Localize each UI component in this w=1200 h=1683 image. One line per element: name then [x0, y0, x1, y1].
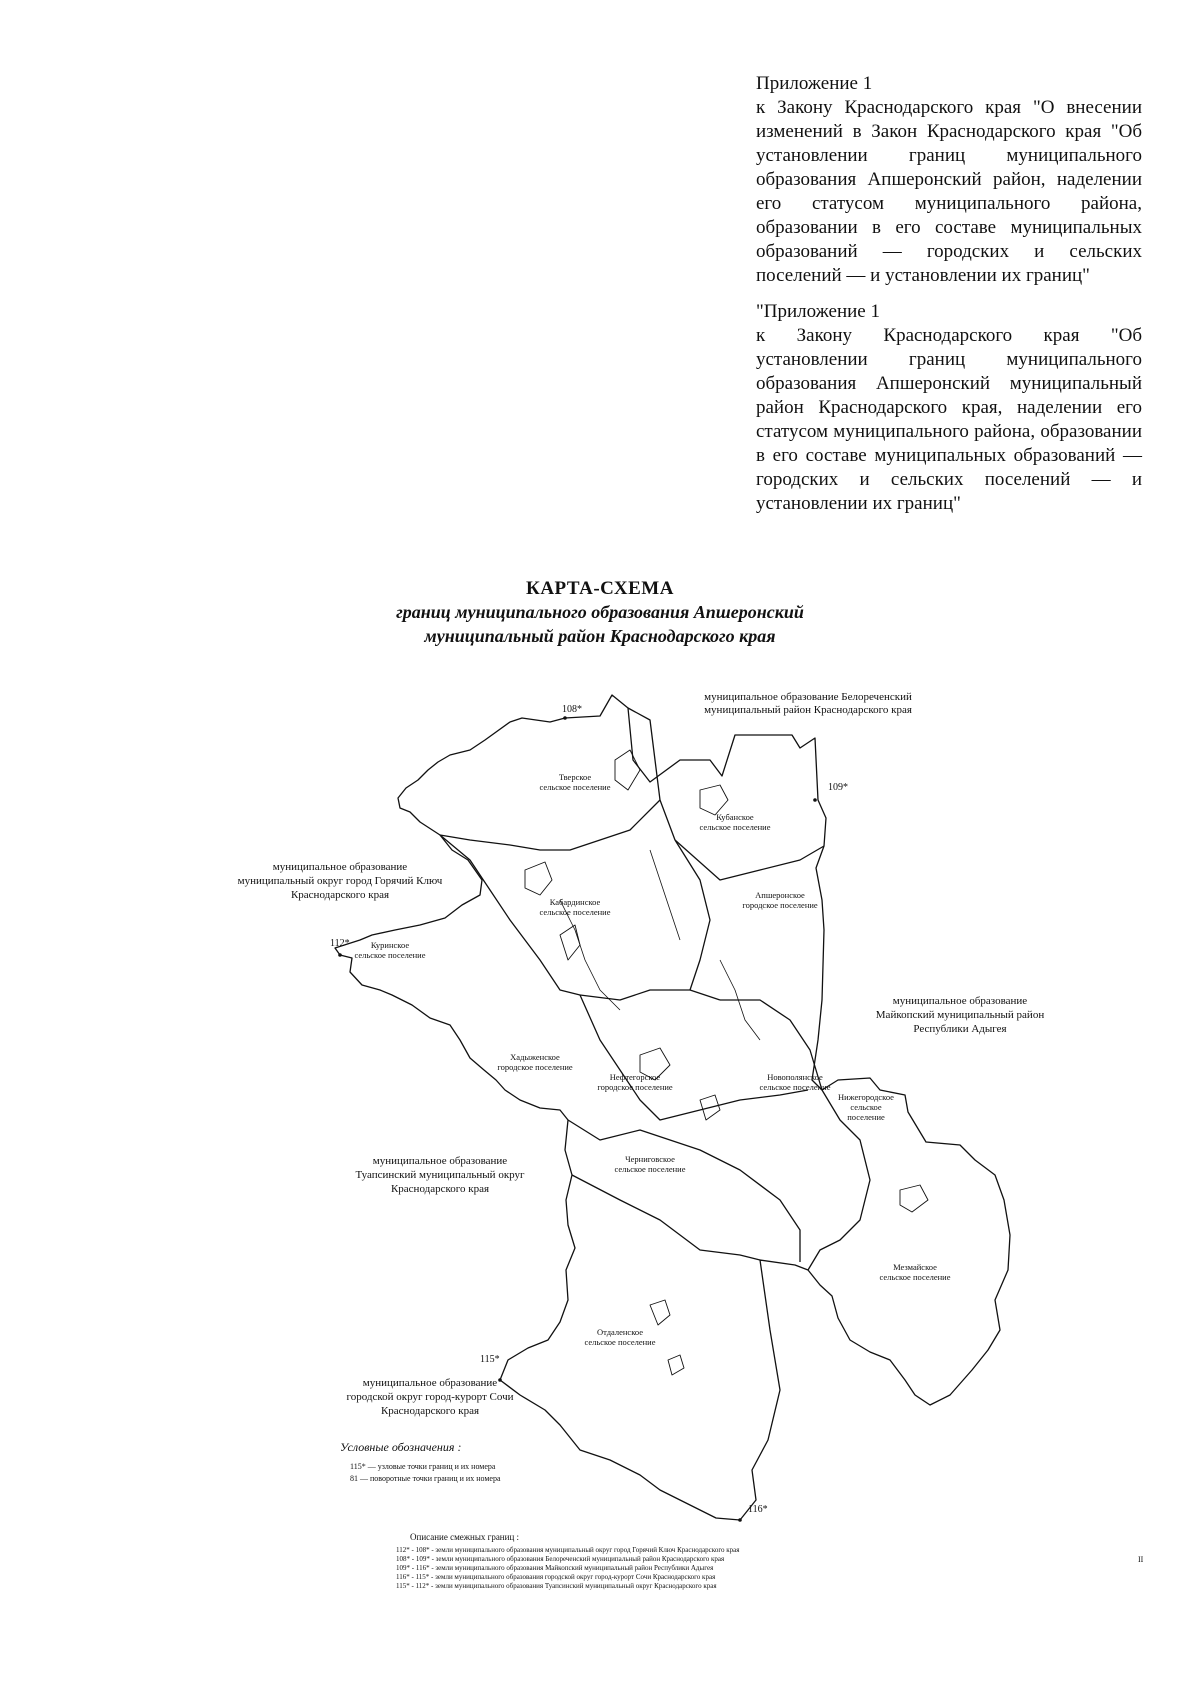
- settlement-khadyzhenskoe-name: Хадыженское: [510, 1052, 560, 1062]
- annex-2-heading: "Приложение 1: [756, 301, 880, 322]
- neighbor-tuapsinsky-line-3: Краснодарского края: [390, 1183, 490, 1195]
- settlement-nizhegorodskoe-type-1: сельское: [850, 1102, 882, 1112]
- neighbor-goryachy-klyuch-line-1: муниципальное образование: [272, 861, 408, 873]
- river-line: [650, 850, 680, 940]
- settlement-outline: [700, 785, 728, 815]
- nodal-point-marker: [738, 1518, 742, 1522]
- neighbor-sochi-line-3: Краснодарского края: [380, 1405, 480, 1417]
- boundary-description-row: 112* - 108* - земли муниципального образования муниципальный округ город Горячий Ключ Краснодарского края: [396, 1546, 740, 1554]
- map-subtitle-line-2: муниципальный район Краснодарского края: [424, 626, 776, 646]
- nodal-point-marker: [338, 953, 342, 957]
- legend-text: — поворотные точки границ и их номера: [360, 1474, 501, 1483]
- legend-mark: 81: [350, 1474, 358, 1483]
- neighbor-goryachy-klyuch-line-3: Краснодарского края: [290, 889, 390, 901]
- settlement-kubanskoe-type: сельское поселение: [699, 822, 771, 832]
- legend-mark: 115*: [350, 1462, 366, 1471]
- boundary-kabardinskoe-apsheronskoe: [675, 840, 710, 990]
- boundary-description-row: 116* - 115* - земли муниципального образования городской округ город-курорт Сочи Краснодарского края: [396, 1573, 716, 1581]
- neighbor-belorechensky-line-2: муниципальный район Краснодарского края: [704, 704, 912, 716]
- neighbor-maykopsky-line-3: Республики Адыгея: [913, 1023, 1007, 1035]
- nodal-point-112: 112*: [330, 938, 350, 949]
- nodal-point-109: 109*: [828, 782, 848, 793]
- settlement-apsheronskoe-type: городское поселение: [742, 900, 818, 910]
- boundary-neftegorskoe: [580, 995, 808, 1120]
- neighbor-sochi-line-2: городской округ город-курорт Сочи: [346, 1391, 514, 1403]
- settlement-outline: [668, 1355, 684, 1375]
- map-subtitle-line-1: границ муниципального образования Апшеронский: [396, 602, 804, 622]
- annex-1-heading: Приложение 1: [756, 73, 873, 94]
- settlement-novopokrovskoe-type: сельское поселение: [759, 1082, 831, 1092]
- boundary-chernigovskoe-south: [572, 1175, 760, 1260]
- nodal-point-marker: [563, 716, 567, 720]
- nodal-point-116: 116*: [748, 1504, 768, 1515]
- neighbor-maykopsky-line-1: муниципальное образование: [892, 995, 1028, 1007]
- page-mark: II: [1138, 1555, 1144, 1564]
- map-title: КАРТА-СХЕМА: [526, 578, 674, 599]
- settlement-outline: [560, 925, 580, 960]
- boundary-tverskoe-kabardinskoe: [440, 800, 660, 850]
- settlement-otdalyonnoe-name: Отдаленское: [596, 1327, 644, 1337]
- settlement-kurinskoe-name: Куринское: [370, 940, 410, 950]
- settlement-neftegorskoe-type: городское поселение: [597, 1082, 673, 1092]
- neighbor-goryachy-klyuch-line-2: муниципальный округ город Горячий Ключ: [237, 875, 443, 887]
- legend-item-turning: [350, 1474, 501, 1483]
- settlement-mezmayskoe-name: Мезмайское: [893, 1262, 937, 1272]
- boundary-description-row: 115* - 112* - земли муниципального образования Туапсинский муниципальный округ Краснодарского края: [396, 1582, 717, 1590]
- boundary-tverskoe-kubanskoe: [628, 708, 675, 840]
- settlement-khadyzhenskoe-type: городское поселение: [497, 1062, 573, 1072]
- neighbor-belorechensky-line-1: муниципальное образование Белореченский: [704, 691, 912, 703]
- nodal-point-marker: [813, 798, 817, 802]
- nodal-point-108: 108*: [562, 704, 582, 715]
- neighbor-tuapsinsky-line-1: муниципальное образование: [372, 1155, 508, 1167]
- settlement-chernigovskoe-name: Черниговское: [625, 1154, 675, 1164]
- neighbor-tuapsinsky-line-2: Туапсинский муниципальный округ: [355, 1169, 525, 1181]
- settlement-tverskoe-type: сельское поселение: [539, 782, 611, 792]
- nodal-point-115: 115*: [480, 1354, 500, 1365]
- settlement-neftegorskoe-name: Нефтегорское: [609, 1072, 661, 1082]
- settlement-tverskoe-name: Тверское: [558, 772, 592, 782]
- settlement-kubanskoe-name: Кубанское: [716, 812, 754, 822]
- legend-title: Условные обозначения :: [340, 1440, 462, 1454]
- settlement-mezmayskoe-type: сельское поселение: [879, 1272, 951, 1282]
- settlement-kabardinskoe-name: Кабардинское: [549, 897, 601, 907]
- settlement-apsheronskoe-name: Апшеронское: [755, 890, 805, 900]
- settlement-nizhegorodskoe-name: Нижегородское: [838, 1092, 894, 1102]
- boundary-description-title: Описание смежных границ :: [410, 1532, 520, 1542]
- neighbor-maykopsky-line-2: Майкопский муниципальный район: [875, 1009, 1045, 1021]
- neighbor-sochi-line-1: муниципальное образование: [362, 1377, 498, 1389]
- settlement-kabardinskoe-type: сельское поселение: [539, 907, 611, 917]
- settlement-otdalyonnoe-type: сельское поселение: [584, 1337, 656, 1347]
- settlement-outline: [615, 750, 640, 790]
- nodal-point-marker: [498, 1378, 502, 1382]
- boundary-kubanskoe-apsheronskoe: [675, 840, 824, 880]
- legend-text: — узловые точки границ и их номера: [367, 1462, 496, 1471]
- legend-item-nodal: [350, 1462, 495, 1471]
- annex-1-text: к Закону Краснодарского края "О внесении изменений в Закон Краснодарского края "Об установлении границ муниципального образования Апшеронский район, наделении его статусом муниципального района, образовании в его составе муниципальных образований — городских и сельских поселений — и установлении их границ": [756, 97, 1142, 286]
- boundary-description-row: 109* - 116* - земли муниципального образования Майкопский муниципальный район Республики Адыгея: [396, 1564, 714, 1572]
- settlement-outline: [650, 1300, 670, 1325]
- settlement-chernigovskoe-type: сельское поселение: [614, 1164, 686, 1174]
- settlement-outline: [525, 862, 552, 895]
- settlement-kurinskoe-type: сельское поселение: [354, 950, 426, 960]
- settlement-novopokrovskoe-name: Новополянское: [767, 1072, 823, 1082]
- annex-2-text: к Закону Краснодарского края "Об установлении границ муниципального образования Апшеронский муниципальный район Краснодарского края, наделении его статусом муниципального района, образовании в его составе муниципальных образований — городских и сельских поселений — и установлении их границ": [756, 325, 1142, 514]
- settlement-outline: [900, 1185, 928, 1212]
- settlement-nizhegorodskoe-type-2: поселение: [847, 1112, 885, 1122]
- boundary-description-row: 108* - 109* - земли муниципального образования Белореченский муниципальный район Краснодарского края: [396, 1555, 725, 1563]
